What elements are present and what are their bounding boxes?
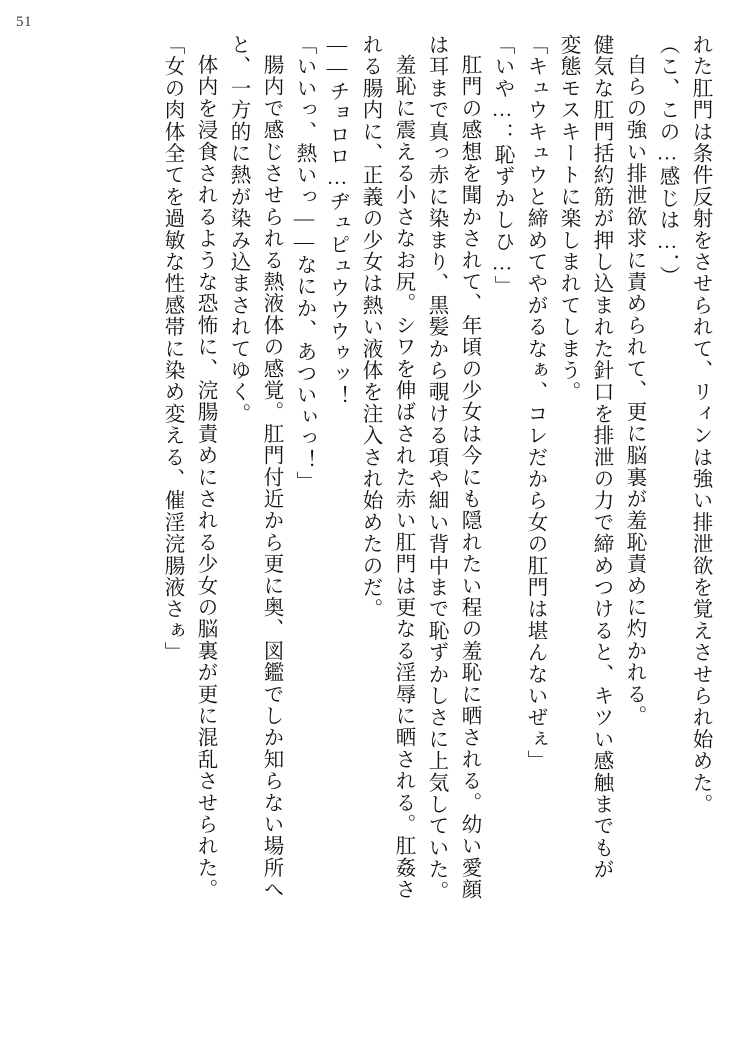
text-column: 「女の肉体全てを過敏な性感帯に染め変える、催淫浣腸液さぁ」 <box>161 34 183 664</box>
text-column: は耳まで真っ赤に染まり、黒髪から覗ける項や細い背中まで恥ずかしさに上気していた。 <box>425 34 447 902</box>
text-column: れた肛門は条件反射をさせられて、リィンは強い排泄欲を覚えさせられ始めた。 <box>689 34 711 816</box>
text-column: 「いいっ、熱いっ――なにか、あついぃっ！」 <box>293 34 315 493</box>
text-column: 「いや…：恥ずかしひ…」 <box>491 34 513 298</box>
text-column: 肛門の感想を聞かされて、年頃の少女は今にも隠れたい程の羞恥に晒される。幼い愛顔 <box>458 54 480 901</box>
text-column: 「キュウキュウと締めてやがるなぁ、コレだから女の肛門は堪んないぜぇ」 <box>524 34 546 772</box>
page-number: 51 <box>16 14 32 30</box>
text-column: 羞恥に震える小さなお尻。シワを伸ばされた赤い肛門は更なる淫辱に晒される。肛姦さ <box>392 54 414 901</box>
vertical-text-body <box>52 34 710 1012</box>
text-column: 変態モスキートに楽しまれてしまう。 <box>557 34 579 403</box>
text-column: 体内を浸食されるような恐怖に、浣腸責めにされる少女の脳裏が更に混乱させられた。 <box>194 54 216 901</box>
text-column: 健気な肛門括約筋が押し込まれた針口を排泄の力で締めつけると、キツい感触までもが <box>590 34 612 881</box>
text-column: 自らの強い排泄欲求に責められて、更に脳裏が羞恥責めに灼かれる。 <box>623 54 645 727</box>
text-column: 腸内で感じさせられる熱液体の感覚。肛門付近から更に奥、図鑑でしか知らない場所へ <box>260 54 282 901</box>
text-column: ――チョロロ…ヂュピュウウウゥッ！ <box>326 34 348 408</box>
text-column: （こ、この…感じは…．） <box>656 34 678 288</box>
text-column: と、一方的に熱が染み込まされてゆく。 <box>227 34 249 425</box>
text-column: れる腸内に、正義の少女は熱い液体を注入され始めたのだ。 <box>359 34 381 620</box>
